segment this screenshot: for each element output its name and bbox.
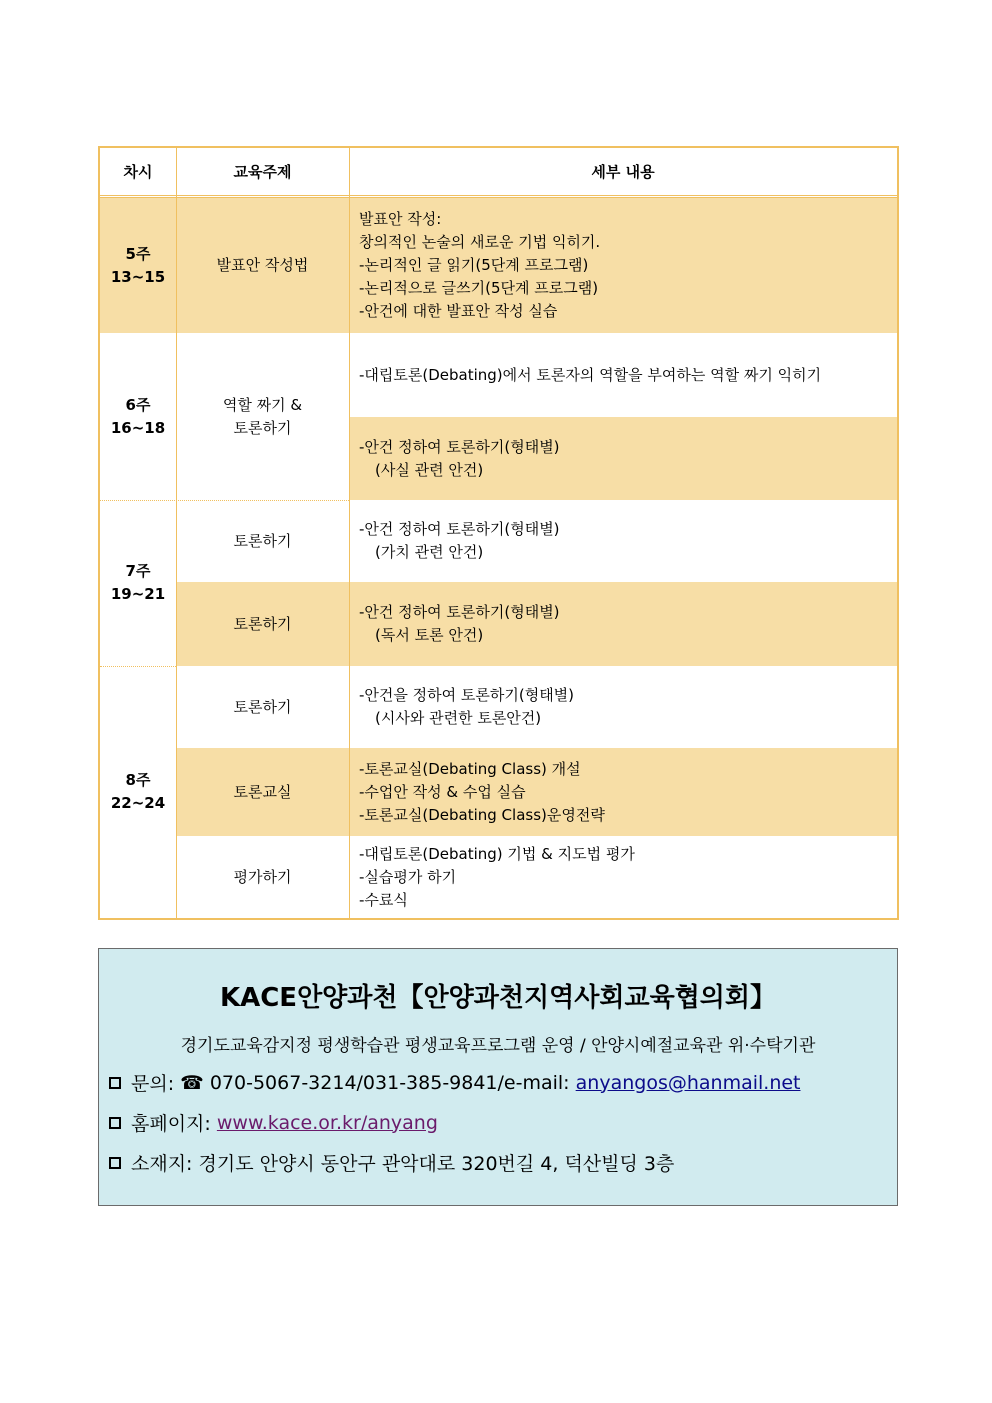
detail-line: (사실 관련 안건) [375,460,484,479]
week8-detail-2 [349,748,897,836]
detail-line: -논리적으로 글쓰기(5단계 프로그램) [359,279,599,297]
week8-detail-1 [349,666,897,748]
week8-cell [100,666,176,918]
week8-detail-3 [349,836,897,918]
address-line [109,1149,674,1176]
week6-detail-1 [349,333,897,417]
detail-line: -논리적인 글 읽기(5단계 프로그램) [359,256,589,274]
week6-detail-2 [349,417,897,500]
header-session: 차시 [123,162,153,181]
week8-topic-1: 토론하기 [233,697,292,716]
week7-range: 19~21 [110,585,166,603]
detail-line: -수료식 [359,890,408,909]
detail-line: -대립토론(Debating)에서 토론자의 역할을 부여하는 역할 짜기 익히기 [359,365,822,384]
address-label: 소재지: [131,1153,193,1175]
week6-label: 6주 [125,395,151,414]
email-link[interactable]: anyangos@hanmail.net [575,1071,801,1094]
header-topic: 교육주제 [233,162,292,181]
info-subtitle: 경기도교육감지정 평생학습관 평생교육프로그램 운영 / 안양시예절교육관 위·수탁기관 [180,1036,816,1056]
homepage-line [109,1109,438,1136]
week5-detail [349,198,897,333]
detail-line: -실습평가 하기 [359,867,457,886]
homepage-label: 홈페이지: [131,1113,211,1135]
detail-line: -토론교실(Debating Class)운영전략 [359,805,605,824]
row-divider [100,500,349,501]
week5-cell [100,198,176,333]
week6-range: 16~18 [110,418,166,437]
detail-line: -대립토론(Debating) 기법 & 지도법 평가 [359,844,635,863]
week7-detail-1 [349,500,897,582]
detail-line: 창의적인 논술의 새로운 기법 익히기. [359,233,601,251]
detail-line: (시사와 관련한 토론안건) [375,709,542,727]
row-divider [100,195,897,196]
address-text: 경기도 안양시 동안구 관악대로 320번길 4, 덕산빌딩 3층 [198,1153,675,1175]
checkbox-square-icon [109,1117,121,1129]
contact-label: 문의: [131,1073,175,1095]
week5-range: 13~15 [110,267,166,286]
week6-topic-line2: 토론하기 [233,418,292,437]
detail-line: -안건 정하여 토론하기(형태별) [359,437,560,456]
phone-numbers: 070-5067-3214/031-385-9841/e-mail: [209,1071,570,1094]
detail-line: (독서 토론 안건) [375,626,484,644]
detail-line: -토론교실(Debating Class) 개설 [359,759,581,778]
info-title: KACE안양과천【안양과천지역사회교육협의회】 [219,983,777,1013]
week5-topic: 발표안 작성법 [176,198,349,333]
checkbox-square-icon [109,1157,121,1169]
row-divider [100,666,176,667]
week5-label: 5주 [125,244,151,263]
header-detail: 세부 내용 [591,162,655,181]
week6-topic [176,333,349,500]
detail-line: -안건을 정하여 토론하기(형태별) [359,686,575,704]
week7-detail-2 [349,582,897,666]
week8-topic-3: 평가하기 [233,867,292,886]
week7-topic-1: 토론하기 [233,531,292,550]
week6-topic-line1: 역할 짜기 & [222,395,303,414]
week8-label: 8주 [125,771,151,789]
checkbox-square-icon [109,1077,121,1089]
info-box [98,948,898,1206]
week6-cell [100,333,176,500]
detail-line: -수업안 작성 & 수업 실습 [359,782,526,801]
column-divider [176,148,177,918]
week8-range: 22~24 [110,794,166,812]
row-divider [100,197,897,198]
column-divider [349,148,350,918]
homepage-link[interactable]: www.kace.or.kr/anyang [216,1111,438,1134]
week8-topic-2: 토론교실 [176,748,349,836]
phone-icon: ☎ [180,1071,204,1094]
detail-line: (가치 관련 안건) [375,543,484,561]
detail-line: -안건 정하여 토론하기(형태별) [359,520,560,538]
week7-topic-2: 토론하기 [176,582,349,666]
week7-label: 7주 [125,562,151,580]
detail-line: 발표안 작성: [359,210,442,228]
schedule-table [98,146,899,920]
week7-cell [100,500,176,666]
detail-line: -안건 정하여 토론하기(형태별) [359,603,560,621]
detail-line: -안건에 대한 발표안 작성 실습 [359,302,558,320]
contact-line [109,1069,801,1096]
